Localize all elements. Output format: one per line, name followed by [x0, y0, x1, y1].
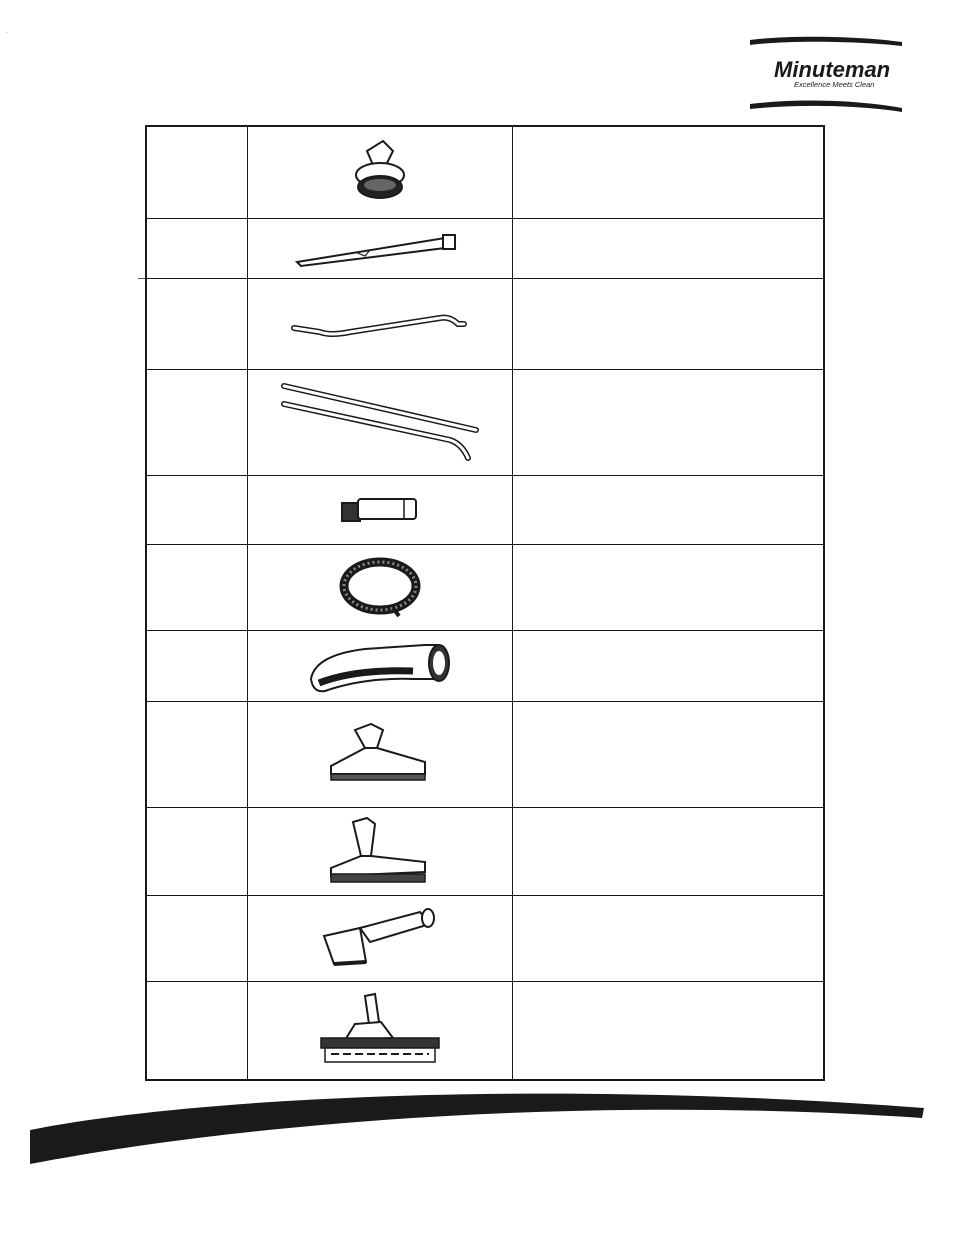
table-row: [146, 218, 824, 278]
coiled-hose-icon: [335, 552, 425, 622]
part-number-cell: [146, 218, 248, 278]
illustration-cell: [248, 278, 513, 369]
description-cell: [513, 278, 825, 369]
table-row: [146, 630, 824, 701]
description-cell: [513, 369, 825, 475]
curved-wand-icon: [290, 304, 470, 344]
part-number-cell: [146, 981, 248, 1080]
description-cell: [513, 126, 825, 218]
part-number-cell: [146, 701, 248, 807]
round-dust-brush-icon: [345, 137, 415, 207]
description-cell: [513, 630, 825, 701]
illustration-cell: [248, 630, 513, 701]
description-cell: [513, 981, 825, 1080]
part-number-cell: [146, 278, 248, 369]
illustration-cell: [248, 475, 513, 544]
brand-tagline: Excellence Meets Clean: [794, 80, 875, 89]
illustration-cell: [248, 218, 513, 278]
hose-cuff-icon: [338, 495, 422, 525]
curved-floor-brush-icon: [305, 639, 455, 693]
illustration-cell: [248, 807, 513, 895]
illustration-cell: [248, 701, 513, 807]
floor-squeegee-brush-icon: [315, 992, 445, 1068]
accessory-parts-table: [145, 125, 825, 1081]
footer-swoosh: [0, 1080, 954, 1170]
part-number-cell: [146, 475, 248, 544]
table-row: [146, 895, 824, 981]
part-number-cell: [146, 544, 248, 630]
table-row: [146, 369, 824, 475]
illustration-cell: [248, 895, 513, 981]
description-cell: [513, 218, 825, 278]
two-piece-wand-icon: [280, 380, 480, 464]
part-number-cell: [146, 807, 248, 895]
part-number-cell: [146, 895, 248, 981]
crevice-tool-icon: [295, 228, 465, 268]
illustration-cell: [248, 981, 513, 1080]
corner-mark: ·: [6, 30, 8, 36]
brand-name: Minuteman: [774, 57, 891, 82]
table-row: [146, 278, 824, 369]
table-row: [146, 475, 824, 544]
squeegee-tool-small-icon: [325, 722, 435, 786]
description-cell: [513, 701, 825, 807]
description-cell: [513, 544, 825, 630]
illustration-cell: [248, 544, 513, 630]
part-number-cell: [146, 126, 248, 218]
description-cell: [513, 807, 825, 895]
illustration-cell: [248, 369, 513, 475]
part-number-cell: [146, 369, 248, 475]
table-row: [146, 807, 824, 895]
brand-logo: [748, 36, 904, 114]
squeegee-tool-wide-icon: [325, 816, 435, 886]
table-row: [146, 126, 824, 218]
upholstery-tool-icon: [320, 906, 440, 970]
description-cell: [513, 475, 825, 544]
description-cell: [513, 895, 825, 981]
table-row: [146, 701, 824, 807]
part-number-cell: [146, 630, 248, 701]
table-row: [146, 981, 824, 1080]
illustration-cell: [248, 126, 513, 218]
table-row: [146, 544, 824, 630]
